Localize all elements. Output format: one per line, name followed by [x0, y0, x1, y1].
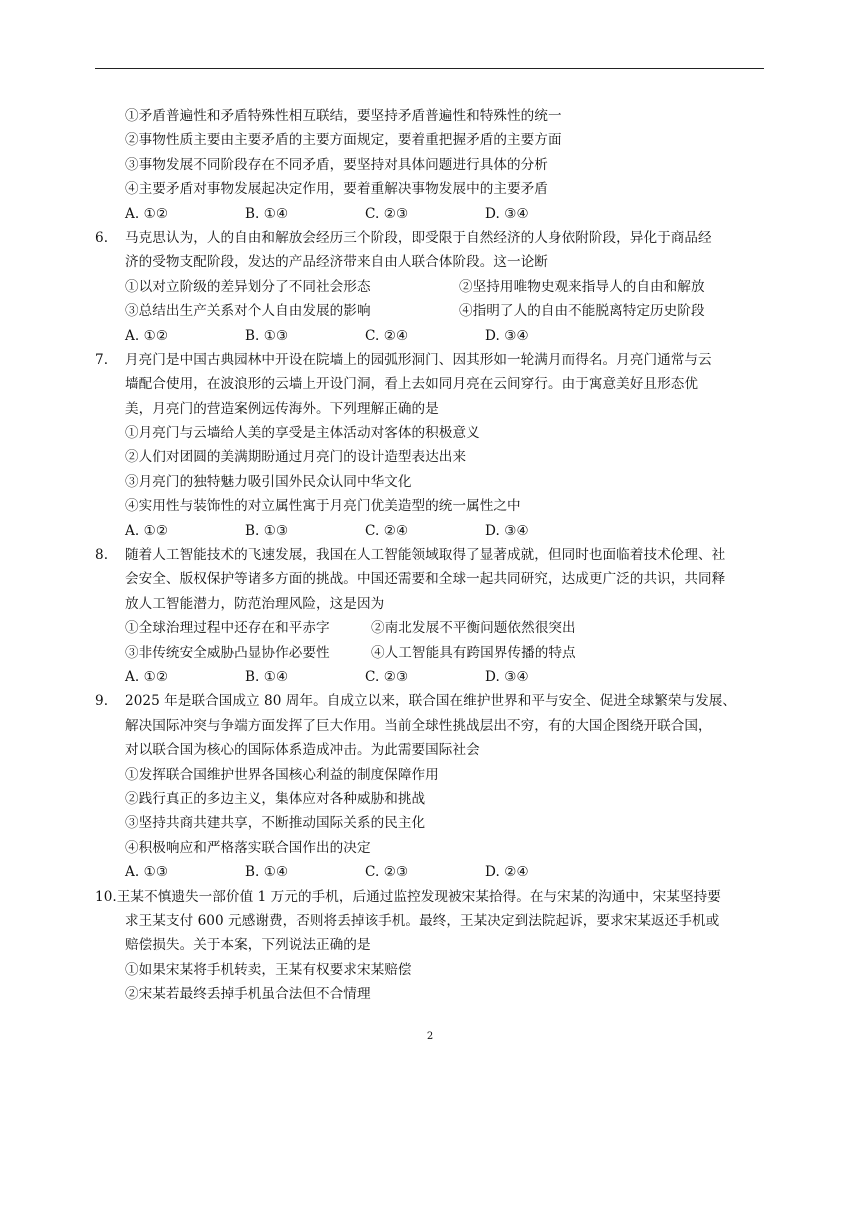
statement: ①全球治理过程中还存在和平赤字 — [125, 620, 330, 637]
option-b: B. ①④ — [245, 205, 289, 222]
option-a: A. ①② — [125, 327, 169, 344]
question-number: 8. — [95, 547, 109, 564]
statement: ①发挥联合国维护世界各国核心利益的制度保障作用 — [125, 766, 439, 783]
option-d: D. ②④ — [485, 864, 529, 881]
statement: ③总结出生产关系对个人自由发展的影响 — [125, 303, 371, 320]
option-c: C. ②③ — [365, 205, 409, 222]
question-8 — [95, 543, 767, 689]
question-stem: 2025 年是联合国成立 80 周年。自成立以来，联合国在维护世界和平与安全、促进全球繁荣与发展、 — [125, 693, 737, 710]
option-b: B. ①③ — [245, 522, 289, 539]
question-stem: 月亮门是中国古典园林中开设在院墙上的园弧形洞门、因其形如一轮满月而得名。月亮门通常与云 — [125, 351, 712, 368]
statement: ②事物性质主要由主要矛盾的主要方面规定，要着重把握矛盾的主要方面 — [125, 132, 562, 149]
option-b: B. ①④ — [245, 864, 289, 881]
option-a: A. ①③ — [125, 864, 169, 881]
option-b: B. ①③ — [245, 327, 289, 344]
question-stem: 随着人工智能技术的飞速发展，我国在人工智能领域取得了显著成就，但同时也面临着技术伦理、社 — [125, 547, 726, 564]
statement: ④主要矛盾对事物发展起决定作用，要着重解决事物发展中的主要矛盾 — [125, 181, 548, 198]
statement-row — [95, 616, 767, 640]
answer-options — [95, 324, 767, 348]
option-a: A. ①② — [125, 205, 169, 222]
statement-row — [95, 299, 767, 323]
answer-options — [95, 860, 767, 884]
answer-options — [95, 202, 767, 226]
question-number: 7. — [95, 351, 109, 368]
option-c: C. ②④ — [365, 327, 409, 344]
question-stem: 墙配合使用，在波浪形的云墙上开设门洞，看上去如同月亮在云间穿行。由于寓意美好且形态优 — [125, 376, 699, 393]
option-c: C. ②③ — [365, 668, 409, 685]
statement: ④积极响应和严格落实联合国作出的决定 — [125, 839, 371, 856]
question-stem: 求王某支付 600 元感谢费，否则将丢掉该手机。最终，王某决定到法院起诉，要求宋某返还手机或 — [125, 912, 720, 929]
question-stem: 对以联合国为核心的国际体系造成冲击。为此需要国际社会 — [125, 742, 480, 759]
option-d: D. ③④ — [485, 205, 529, 222]
statement: ②南北发展不平衡问题依然很突出 — [371, 620, 576, 637]
question-stem: 济的受物支配阶段，发达的产品经济带来自由人联合体阶段。这一论断 — [125, 254, 548, 271]
option-c: C. ②③ — [365, 864, 409, 881]
statement: ③非传统安全威胁凸显协作必要性 — [125, 644, 330, 661]
question-7 — [95, 348, 767, 543]
page-content — [95, 104, 767, 1006]
statement: ②践行真正的多边主义，集体应对各种威胁和挑战 — [125, 790, 426, 807]
page-number: 2 — [426, 1031, 434, 1042]
header-rule — [95, 68, 764, 69]
question-stem: 马克思认为，人的自由和解放会经历三个阶段，即受限于自然经济的人身依附阶段，异化于商品经 — [125, 229, 712, 246]
question-9 — [95, 689, 767, 884]
statement: ②人们对团圆的美满期盼通过月亮门的设计造型表达出来 — [125, 449, 467, 466]
question-number: 10. — [95, 888, 117, 905]
option-b: B. ①④ — [245, 668, 289, 685]
question-5-continuation — [95, 104, 767, 226]
question-10 — [95, 885, 767, 1007]
statement: ③月亮门的独特魅力吸引国外民众认同中华文化 — [125, 473, 412, 490]
question-stem: 赔偿损失。关于本案，下列说法正确的是 — [125, 937, 371, 954]
statement: ④指明了人的自由不能脱离特定历史阶段 — [459, 303, 705, 320]
answer-options — [95, 519, 767, 543]
statement-row — [95, 275, 767, 299]
statement: ③事物发展不同阶段存在不同矛盾，要坚持对具体问题进行具体的分析 — [125, 156, 548, 173]
question-6 — [95, 226, 767, 348]
statement: ②坚持用唯物史观来指导人的自由和解放 — [459, 278, 705, 295]
option-c: C. ②④ — [365, 522, 409, 539]
statement: ①以对立阶级的差异划分了不同社会形态 — [125, 278, 371, 295]
statement: ①矛盾普遍性和矛盾特殊性相互联结，要坚持矛盾普遍性和特殊性的统一 — [125, 108, 562, 124]
option-a: A. ①② — [125, 668, 169, 685]
option-d: D. ③④ — [485, 668, 529, 685]
question-stem: 王某不慎遗失一部价值 1 万元的手机，后通过监控发现被宋某拾得。在与宋某的沟通中，宋某坚持要 — [116, 888, 721, 905]
question-number: 9. — [95, 693, 109, 710]
question-stem: 放人工智能潜力，防范治理风险，这是因为 — [125, 595, 385, 612]
statement-row — [95, 641, 767, 665]
statement: ④人工智能具有跨国界传播的特点 — [371, 644, 576, 661]
option-d: D. ③④ — [485, 522, 529, 539]
option-a: A. ①② — [125, 522, 169, 539]
statement: ②宋某若最终丢掉手机虽合法但不合情理 — [125, 986, 371, 1003]
question-stem: 会安全、版权保护等诸多方面的挑战。中国还需要和全球一起共同研究，达成更广泛的共识，共同释 — [125, 571, 726, 588]
option-d: D. ③④ — [485, 327, 529, 344]
statement: ①月亮门与云墙给人美的享受是主体活动对客体的积极意义 — [125, 425, 480, 442]
statement: ④实用性与装饰性的对立属性寓于月亮门优美造型的统一属性之中 — [125, 498, 521, 515]
question-stem: 美，月亮门的营造案例远传海外。下列理解正确的是 — [125, 400, 439, 417]
statement: ③坚持共商共建共享，不断推动国际关系的民主化 — [125, 815, 426, 832]
answer-options — [95, 665, 767, 689]
statement: ①如果宋某将手机转卖，王某有权要求宋某赔偿 — [125, 961, 412, 978]
question-number: 6. — [95, 229, 109, 246]
question-stem: 解决国际冲突与争端方面发挥了巨大作用。当前全球性挑战层出不穷，有的大国企图绕开联合国， — [125, 717, 712, 734]
